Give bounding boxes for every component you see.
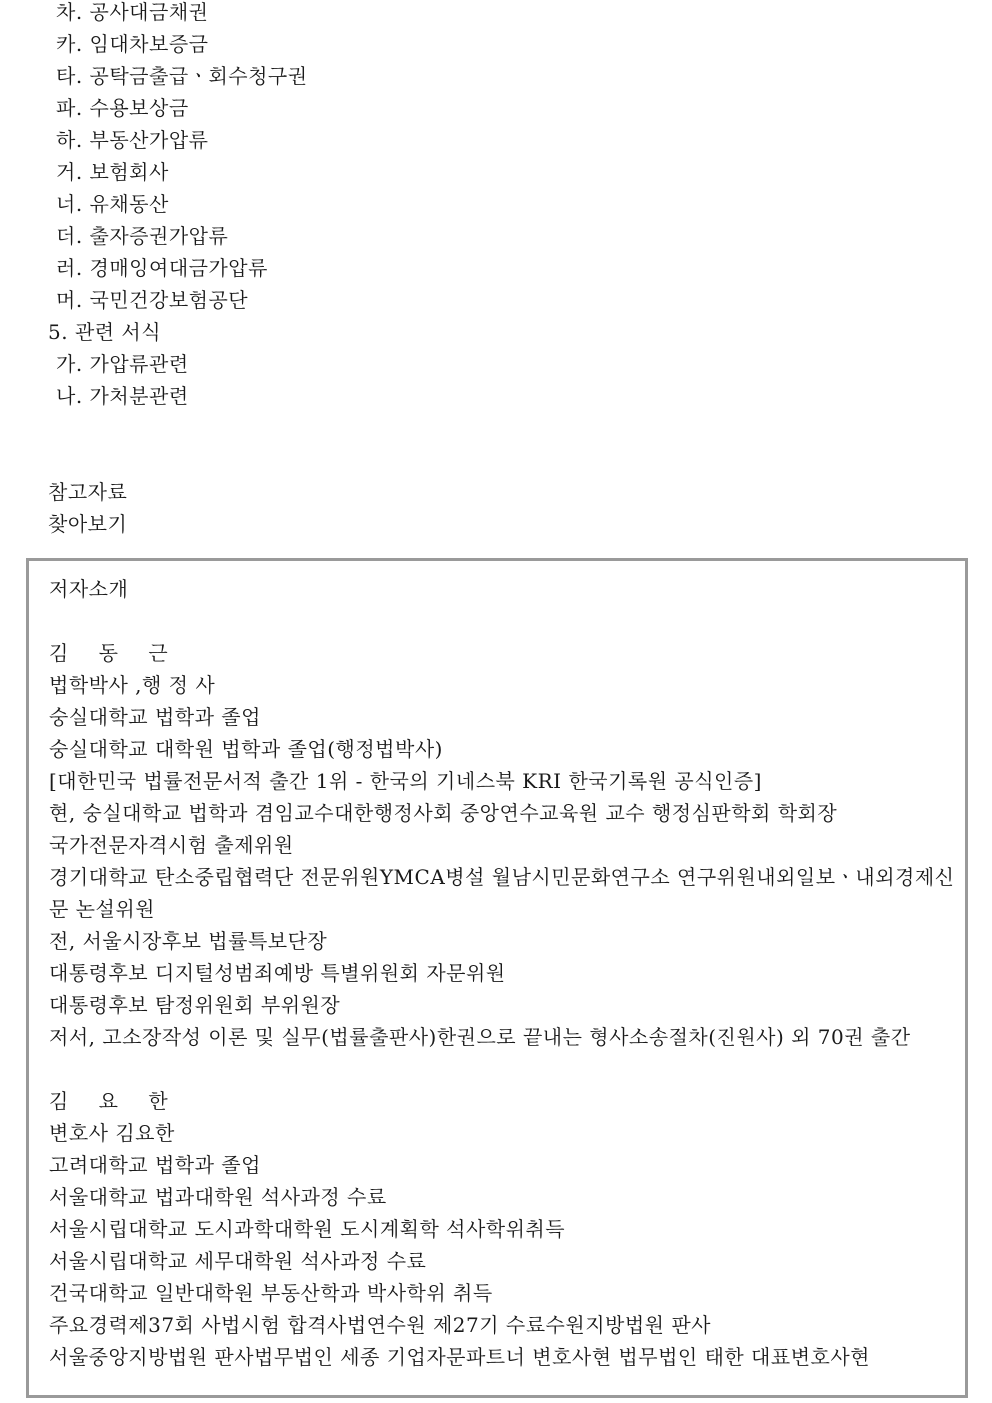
author-bio-line: 숭실대학교 법학과 졸업 — [49, 705, 261, 729]
toc-item: 차. 공사대금채권 — [56, 0, 209, 24]
toc-item: 머. 국민건강보험공단 — [56, 288, 249, 312]
toc-item: 더. 출자증권가압류 — [56, 224, 229, 248]
author-intro-heading: 저자소개 — [49, 577, 129, 601]
author-bio-line: 변호사 김요한 — [49, 1121, 175, 1145]
author-bio-line: 문 논설위원 — [49, 897, 155, 921]
author-bio-line: 법학박사 ,행 정 사 — [49, 673, 216, 697]
author-bio-line: 대통령후보 탐정위원회 부위원장 — [49, 993, 341, 1017]
author-bio-line: 국가전문자격시험 출제위원 — [49, 833, 294, 857]
author-bio-line: 숭실대학교 대학원 법학과 졸업(행정법박사) — [49, 737, 443, 761]
author-intro-box — [26, 558, 968, 1398]
author-name: 김 요 한 — [49, 1089, 180, 1113]
toc-item: 타. 공탁금출급ㆍ회수청구권 — [56, 64, 308, 88]
toc-item: 너. 유채동산 — [56, 192, 169, 216]
author-bio-line: 전, 서울시장후보 법률특보단장 — [49, 929, 328, 953]
toc-item: 파. 수용보상금 — [56, 96, 189, 120]
author-bio-line: 서울시립대학교 세무대학원 석사과정 수료 — [49, 1249, 427, 1273]
author-bio-line: 고려대학교 법학과 졸업 — [49, 1153, 261, 1177]
author-bio-line: 현, 숭실대학교 법학과 겸임교수대한행정사회 중앙연수교육원 교수 행정심판학회 학회장 — [49, 801, 838, 825]
author-bio-line: [대한민국 법률전문서적 출간 1위 - 한국의 기네스북 KRI 한국기록원 공식인증] — [49, 769, 762, 793]
toc-section-title: 5. 관련 서식 — [48, 320, 162, 344]
author-bio-line: 서울중앙지방법원 판사법무법인 세종 기업자문파트너 변호사현 법무법인 태한 대표변호사현 — [49, 1345, 870, 1369]
toc-item: 거. 보험회사 — [56, 160, 169, 184]
toc-index: 찾아보기 — [48, 512, 128, 536]
author-bio-line: 서울대학교 법과대학원 석사과정 수료 — [49, 1185, 387, 1209]
author-bio-line: 서울시립대학교 도시과학대학원 도시계획학 석사학위취득 — [49, 1217, 566, 1241]
toc-item: 가. 가압류관련 — [56, 352, 189, 376]
author-bio-line: 대통령후보 디지털성범죄예방 특별위원회 자문위원 — [49, 961, 506, 985]
author-bio-line: 저서, 고소장작성 이론 및 실무(법률출판사)한권으로 끝내는 형사소송절차(진원사) 외 70권 출간 — [49, 1025, 911, 1049]
author-bio-line: 건국대학교 일반대학원 부동산학과 박사학위 취득 — [49, 1281, 493, 1305]
author-bio-line: 경기대학교 탄소중립협력단 전문위원YMCA병설 월남시민문화연구소 연구위원내외일보ㆍ내외경제신 — [49, 865, 955, 889]
toc-item: 카. 임대차보증금 — [56, 32, 209, 56]
toc-item: 나. 가처분관련 — [56, 384, 189, 408]
author-name: 김 동 근 — [49, 641, 180, 665]
toc-item: 러. 경매잉여대금가압류 — [56, 256, 268, 280]
author-bio-line: 주요경력제37회 사법시험 합격사법연수원 제27기 수료수원지방법원 판사 — [49, 1313, 711, 1337]
toc-item: 하. 부동산가압류 — [56, 128, 209, 152]
toc-references: 참고자료 — [48, 480, 128, 504]
